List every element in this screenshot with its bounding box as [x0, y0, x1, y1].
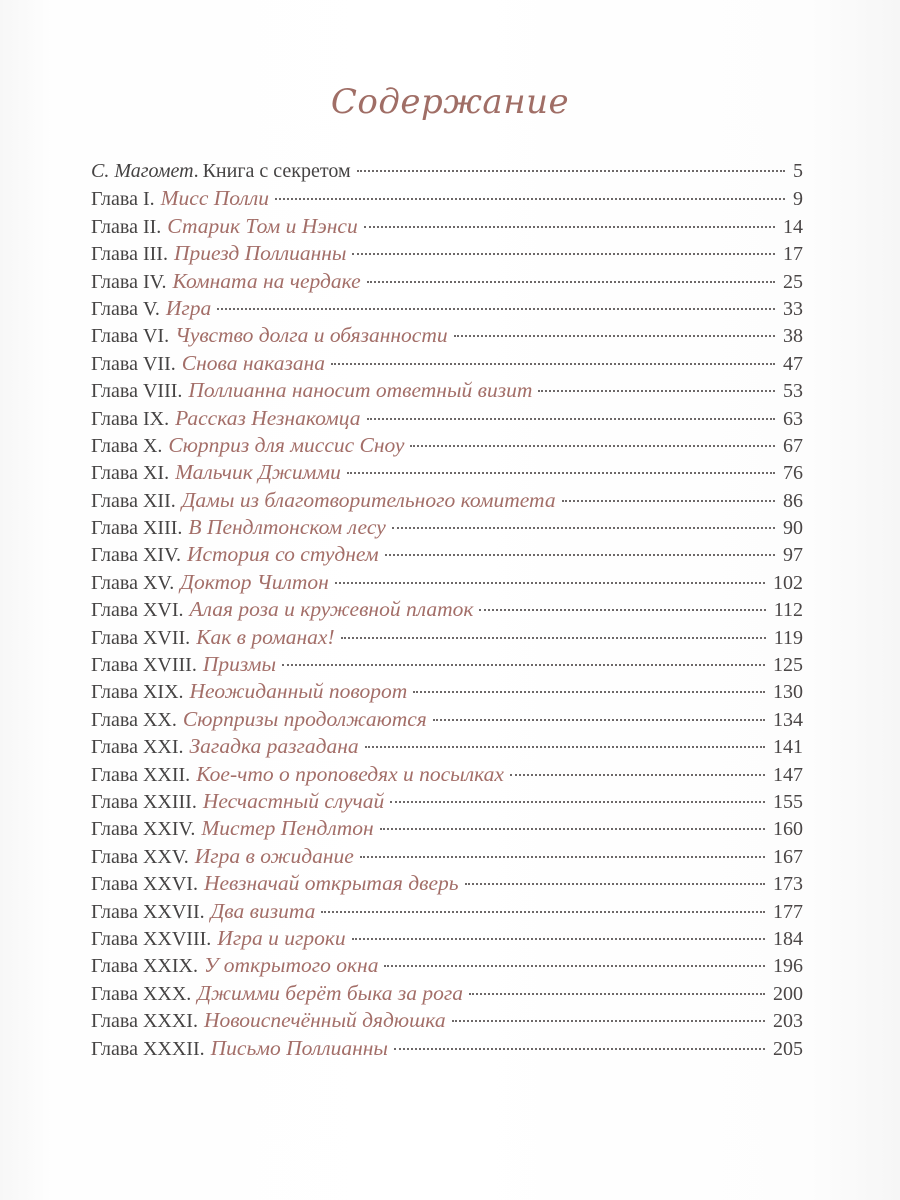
chapter-label: Глава XXX.: [91, 982, 192, 1005]
chapter-title: Старик Том и Нэнси: [167, 213, 358, 238]
chapter-title: Джимми берёт быка за рога: [197, 980, 464, 1005]
table-of-contents: [91, 158, 803, 1062]
toc-entry-chapter[interactable]: [91, 843, 803, 870]
dot-leader: [352, 938, 765, 940]
chapter-label: Глава IV.: [91, 270, 167, 293]
dot-leader: [321, 911, 765, 913]
toc-entry-preface[interactable]: [91, 158, 803, 185]
toc-entry-chapter[interactable]: [91, 980, 803, 1007]
toc-entry-chapter[interactable]: [91, 405, 803, 432]
chapter-label: Глава XIX.: [91, 681, 184, 704]
dot-leader: [367, 418, 775, 420]
dot-leader: [380, 828, 765, 830]
page-number: 147: [773, 763, 803, 786]
page-number: 112: [773, 599, 803, 622]
toc-entry-chapter[interactable]: [91, 185, 803, 212]
chapter-label: Глава XXVIII.: [91, 927, 212, 950]
chapter-label: Глава II.: [91, 215, 162, 238]
dot-leader: [217, 308, 775, 310]
chapter-title: Мальчик Джимми: [175, 460, 341, 485]
chapter-label: Глава XX.: [91, 708, 177, 731]
dot-leader: [394, 1048, 765, 1050]
dot-leader: [465, 883, 765, 885]
dot-leader: [538, 390, 775, 392]
page-number: 167: [773, 845, 803, 868]
page-number: 47: [783, 352, 803, 375]
chapter-title: Неожиданный поворот: [189, 679, 408, 704]
page-number: 25: [783, 270, 803, 293]
dot-leader: [275, 198, 785, 200]
dot-leader: [365, 746, 765, 748]
chapter-title: История со студнем: [186, 542, 379, 567]
chapter-label: Глава X.: [91, 434, 163, 457]
toc-entry-chapter[interactable]: [91, 213, 803, 240]
dot-leader: [452, 1020, 765, 1022]
toc-entry-chapter[interactable]: [91, 952, 803, 979]
toc-entry-chapter[interactable]: [91, 459, 803, 486]
page-number: 119: [773, 626, 803, 649]
chapter-label: Глава VII.: [91, 352, 176, 375]
dot-leader: [384, 965, 765, 967]
page-number: 76: [783, 462, 803, 485]
chapter-title: У открытого окна: [203, 953, 379, 978]
dot-leader: [364, 226, 775, 228]
toc-entry-chapter[interactable]: [91, 925, 803, 952]
page-number: 102: [773, 571, 803, 594]
dot-leader: [367, 281, 775, 283]
page-number: 97: [783, 544, 803, 567]
page-number: 203: [773, 1010, 803, 1033]
chapter-label: Глава VIII.: [91, 380, 183, 403]
chapter-title: Доктор Чилтон: [180, 569, 329, 594]
chapter-title: Невзначай открытая дверь: [203, 871, 459, 896]
chapter-title: Алая роза и кружевной платок: [189, 597, 474, 622]
page-number: 134: [773, 708, 803, 731]
toc-entry-chapter[interactable]: [91, 596, 803, 623]
chapter-label: Глава XXVII.: [91, 900, 205, 923]
dot-leader: [562, 500, 775, 502]
chapter-title: Письмо Поллианны: [210, 1035, 388, 1060]
toc-entry-chapter[interactable]: [91, 788, 803, 815]
chapter-title: Поллианна наносит ответный визит: [188, 378, 533, 403]
toc-entry-chapter[interactable]: [91, 514, 803, 541]
chapter-title: Игра в ожидание: [194, 843, 354, 868]
chapter-title: Приезд Поллианны: [173, 241, 347, 266]
dot-leader: [341, 637, 766, 639]
page-number: 5: [793, 160, 803, 182]
chapter-label: Глава V.: [91, 297, 160, 320]
page-number: 17: [783, 243, 803, 266]
toc-entry-chapter[interactable]: [91, 761, 803, 788]
dot-leader: [469, 993, 765, 995]
page-number: 38: [783, 325, 803, 348]
chapter-title: Дамы из благотворительного комитета: [181, 487, 556, 512]
toc-entry-chapter[interactable]: [91, 1007, 803, 1034]
dot-leader: [454, 335, 775, 337]
page-number: 177: [773, 900, 803, 923]
chapter-title: Новоиспечённый дядюшка: [203, 1008, 446, 1033]
chapter-title: Два визита: [210, 898, 316, 923]
toc-entry-chapter[interactable]: [91, 268, 803, 295]
page-number: 130: [773, 681, 803, 704]
page-number: 141: [773, 736, 803, 759]
page-number: 125: [773, 654, 803, 677]
chapter-label: Глава VI.: [91, 325, 170, 348]
chapter-label: Глава XIII.: [91, 517, 183, 540]
toc-entry-chapter[interactable]: [91, 377, 803, 404]
chapter-title: Загадка разгадана: [189, 734, 359, 759]
toc-entry-chapter[interactable]: [91, 898, 803, 925]
chapter-title: Чувство долга и обязанности: [175, 323, 448, 348]
toc-entry-chapter[interactable]: [91, 541, 803, 568]
toc-entry-chapter[interactable]: [91, 706, 803, 733]
chapter-label: Глава XII.: [91, 489, 176, 512]
toc-entry-chapter[interactable]: [91, 432, 803, 459]
page-number: 160: [773, 818, 803, 841]
page-number: 205: [773, 1037, 803, 1060]
chapter-label: Глава XVI.: [91, 599, 184, 622]
page-number: 9: [793, 188, 803, 211]
chapter-title: Как в романах!: [196, 624, 335, 649]
dot-leader: [385, 554, 775, 556]
chapter-label: Глава XXVI.: [91, 873, 198, 896]
page-number: 14: [783, 215, 803, 238]
toc-entry-chapter[interactable]: [91, 870, 803, 897]
chapter-label: Глава XI.: [91, 462, 170, 485]
chapter-label: Глава XXI.: [91, 736, 184, 759]
page-number: 196: [773, 955, 803, 978]
dot-leader: [479, 609, 765, 611]
dot-leader: [392, 527, 775, 529]
page-number: 67: [783, 434, 803, 457]
chapter-title: Игра: [165, 295, 212, 320]
dot-leader: [352, 253, 775, 255]
chapter-title: Несчастный случай: [202, 788, 385, 813]
chapter-title: Комната на чердаке: [172, 268, 361, 293]
chapter-label: Глава XXV.: [91, 845, 189, 868]
toc-entry-chapter[interactable]: [91, 678, 803, 705]
dot-leader: [347, 472, 775, 474]
chapter-title: Мисс Полли: [160, 186, 270, 211]
chapter-title: Сюрпризы продолжаются: [182, 706, 427, 731]
toc-entry-chapter[interactable]: [91, 487, 803, 514]
page-title: Содержание: [330, 82, 570, 122]
chapter-title: Игра и игроки: [217, 925, 346, 950]
preface-title: Книга с секретом: [202, 160, 351, 182]
dot-leader: [510, 774, 765, 776]
toc-entry-chapter[interactable]: [91, 733, 803, 760]
chapter-title: Призмы: [202, 652, 277, 677]
toc-entry-chapter[interactable]: [91, 815, 803, 842]
chapter-label: Глава XXXII.: [91, 1037, 205, 1060]
page-number: 155: [773, 790, 803, 813]
dot-leader: [357, 170, 785, 172]
page-number: 86: [783, 489, 803, 512]
page-number: 173: [773, 873, 803, 896]
chapter-list: [91, 185, 803, 1062]
preface-author: С. Магомет: [91, 160, 194, 182]
chapter-title: Рассказ Незнакомца: [175, 405, 361, 430]
chapter-label: Глава XVIII.: [91, 654, 197, 677]
chapter-label: Глава III.: [91, 243, 168, 266]
page-number: 184: [773, 927, 803, 950]
toc-entry-chapter[interactable]: [91, 240, 803, 267]
page-number: 33: [783, 297, 803, 320]
chapter-label: Глава XXII.: [91, 763, 191, 786]
dot-leader: [282, 664, 765, 666]
dot-leader: [433, 719, 765, 721]
dot-leader: [331, 363, 775, 365]
page-number: 90: [783, 517, 803, 540]
dot-leader: [390, 801, 765, 803]
chapter-title: В Пендлтонском лесу: [188, 515, 386, 540]
preface-separator: .: [193, 160, 199, 182]
toc-entry-chapter[interactable]: [91, 569, 803, 596]
dot-leader: [410, 445, 775, 447]
chapter-title: Снова наказана: [181, 350, 326, 375]
toc-entry-chapter[interactable]: [91, 624, 803, 651]
toc-entry-chapter[interactable]: [91, 651, 803, 678]
chapter-label: Глава I.: [91, 188, 155, 211]
chapter-label: Глава XXIV.: [91, 818, 196, 841]
chapter-label: Глава XIV.: [91, 544, 181, 567]
chapter-title: Сюрприз для миссис Сноу: [168, 432, 405, 457]
dot-leader: [360, 856, 765, 858]
page-number: 63: [783, 407, 803, 430]
dot-leader: [413, 691, 765, 693]
toc-entry-chapter[interactable]: [91, 295, 803, 322]
chapter-label: Глава XVII.: [91, 626, 191, 649]
page-number: 200: [773, 982, 803, 1005]
chapter-label: Глава XXIII.: [91, 790, 197, 813]
chapter-label: Глава XXIX.: [91, 955, 198, 978]
chapter-label: Глава XXXI.: [91, 1010, 198, 1033]
toc-entry-chapter[interactable]: [91, 322, 803, 349]
dot-leader: [335, 582, 765, 584]
toc-entry-chapter[interactable]: [91, 350, 803, 377]
chapter-title: Кое-что о проповедях и посылках: [196, 761, 504, 786]
chapter-label: Глава XV.: [91, 571, 175, 594]
page-number: 53: [783, 380, 803, 403]
toc-entry-chapter[interactable]: [91, 1035, 803, 1062]
chapter-label: Глава IX.: [91, 407, 170, 430]
chapter-title: Мистер Пендлтон: [201, 816, 374, 841]
